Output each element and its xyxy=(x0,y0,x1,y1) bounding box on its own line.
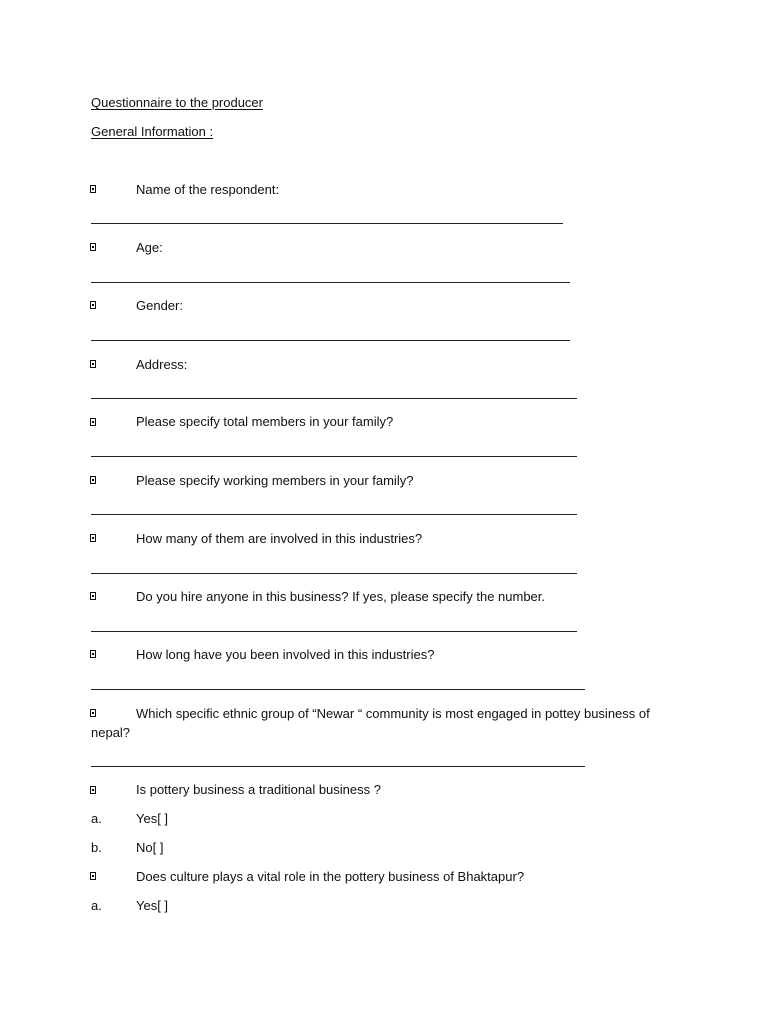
answer-line-family-working[interactable] xyxy=(91,514,577,515)
question-ethnic-group: Which specific ethnic group of “Newar “ community is most engaged in pottey business of nepal? xyxy=(91,706,650,740)
option-marker: a. xyxy=(91,811,102,826)
bullet-icon xyxy=(90,786,96,794)
question-culture: Does culture plays a vital role in the pottery business of Bhaktapur? xyxy=(136,869,525,884)
answer-line-address[interactable] xyxy=(91,398,577,399)
answer-line-family-total[interactable] xyxy=(91,456,577,457)
bullet-icon xyxy=(90,534,96,542)
bullet-icon xyxy=(90,185,96,193)
bullet-icon xyxy=(90,243,96,251)
bullet-icon xyxy=(90,301,96,309)
answer-line-duration[interactable] xyxy=(91,689,585,690)
question-family-working: Please specify working members in your family? xyxy=(136,473,414,488)
question-name: Name of the respondent: xyxy=(136,182,280,197)
answer-line-age[interactable] xyxy=(91,282,570,283)
answer-line-gender[interactable] xyxy=(91,340,570,341)
bullet-icon xyxy=(90,592,96,600)
question-gender: Gender: xyxy=(136,298,183,313)
document-title: Questionnaire to the producer xyxy=(91,95,263,110)
question-address: Address: xyxy=(136,357,188,372)
bullet-icon xyxy=(90,418,96,426)
option-no[interactable]: No[ ] xyxy=(136,840,164,855)
question-hire: Do you hire anyone in this business? If yes, please specify the number. xyxy=(136,589,546,604)
answer-line-ethnic-group[interactable] xyxy=(91,766,585,767)
bullet-icon xyxy=(90,650,96,658)
bullet-icon xyxy=(90,476,96,484)
question-traditional: Is pottery business a traditional business ? xyxy=(136,782,381,797)
question-family-total: Please specify total members in your family? xyxy=(136,414,394,429)
question-involved: How many of them are involved in this industries? xyxy=(136,531,423,546)
option-marker: b. xyxy=(91,840,102,855)
answer-line-hire[interactable] xyxy=(91,631,577,632)
question-age: Age: xyxy=(136,240,163,255)
answer-line-involved[interactable] xyxy=(91,573,577,574)
option-marker: a. xyxy=(91,898,102,913)
section-heading: General Information : xyxy=(91,124,214,139)
answer-line-name[interactable] xyxy=(91,223,563,224)
option-yes[interactable]: Yes[ ] xyxy=(136,898,169,913)
bullet-icon xyxy=(90,360,96,368)
question-duration: How long have you been involved in this industries? xyxy=(136,647,435,662)
bullet-icon xyxy=(90,872,96,880)
option-yes[interactable]: Yes[ ] xyxy=(136,811,169,826)
